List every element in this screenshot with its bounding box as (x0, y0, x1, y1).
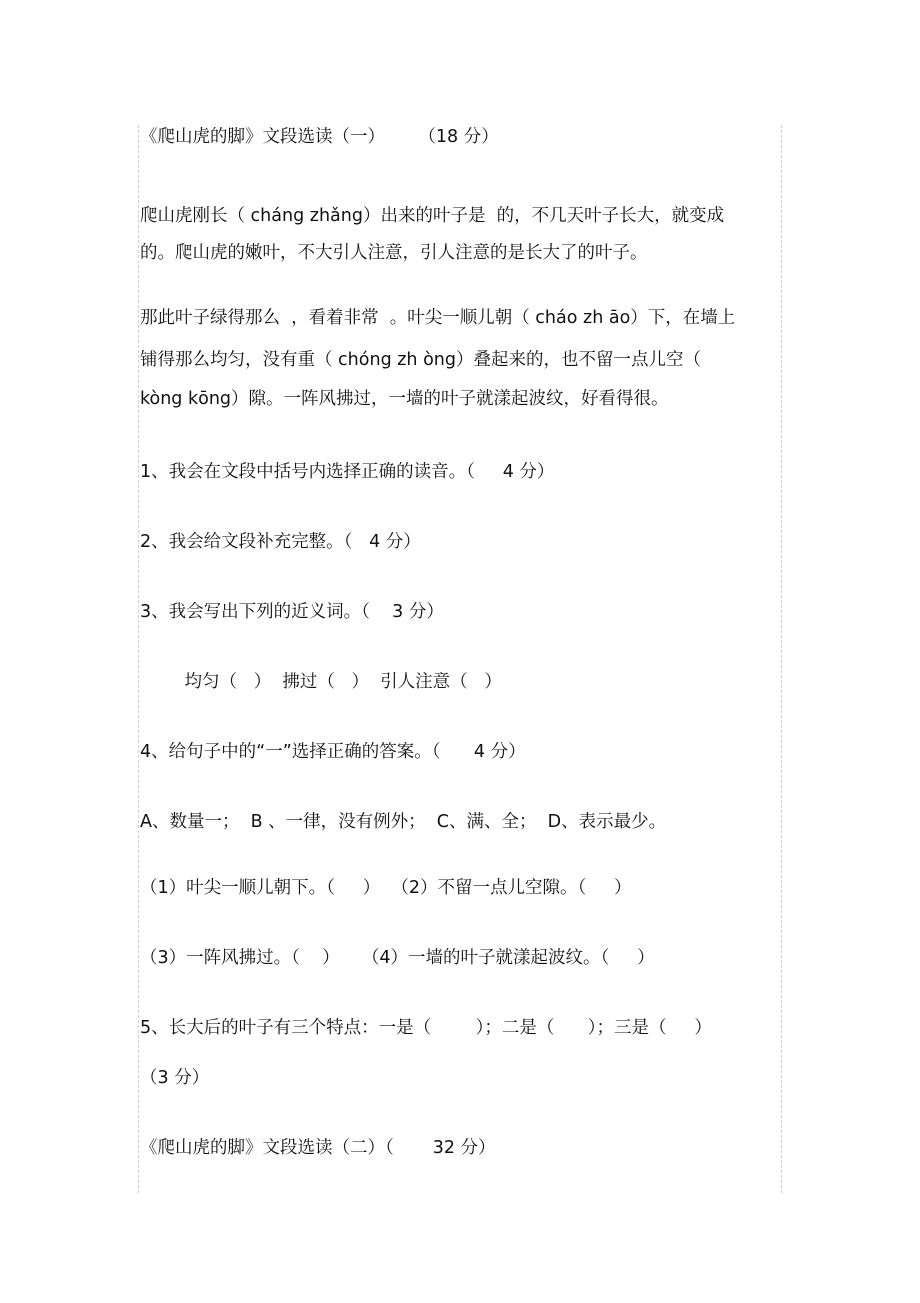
section-title-1: 《爬山虎的脚》文段选读（一） （18 分） (140, 127, 499, 147)
passage-line: 爬山虎刚长（ cháng zhǎng）出来的叶子是 的，不几天叶子长大，就变成 (140, 206, 725, 226)
question-5: 5、长大后的叶子有三个特点：一是（ ）；二是（ ）；三是（ ） (140, 1018, 712, 1038)
passage-line: 那此叶子绿得那么 ，看着非常 。叶尖一顺儿朝（ cháo zh āo）下，在墙上 (140, 308, 736, 328)
passage-line: 的。爬山虎的嫩叶，不大引人注意，引人注意的是长大了的叶子。 (140, 243, 648, 263)
passage-line: 铺得那么均匀，没有重（ chóng zh òng）叠起来的，也不留一点儿空（ (140, 350, 701, 370)
question-4: 4、给句子中的“一”选择正确的答案。（ 4 分） (140, 742, 526, 762)
passage-line: kòng kōng）隙。一阵风拂过，一墙的叶子就漾起波纹，好看得很。 (140, 389, 669, 409)
section-title-2: 《爬山虎的脚》文段选读（二）（ 32 分） (140, 1138, 496, 1158)
page-margin-left (138, 125, 139, 1193)
question-4-options: A、数量一； B 、一律，没有例外； C、满、全； D、表示最少。 (140, 812, 667, 832)
question-2: 2、我会给文段补充完整。（ 4 分） (140, 532, 421, 552)
question-4-items-1-2: （1）叶尖一顺儿朝下。（ ） （2）不留一点儿空隙。（ ） (140, 878, 632, 898)
question-3: 3、我会写出下列的近义词。（ 3 分） (140, 602, 444, 622)
question-5-score: （3 分） (140, 1068, 210, 1088)
page-margin-right (781, 125, 782, 1193)
question-3-blanks: 均匀（ ） 拂过（ ） 引人注意（ ） (140, 672, 502, 692)
question-1: 1、我会在文段中括号内选择正确的读音。（ 4 分） (140, 462, 555, 482)
question-4-items-3-4: （3）一阵风拂过。（ ） （4）一墙的叶子就漾起波纹。（ ） (140, 948, 655, 968)
